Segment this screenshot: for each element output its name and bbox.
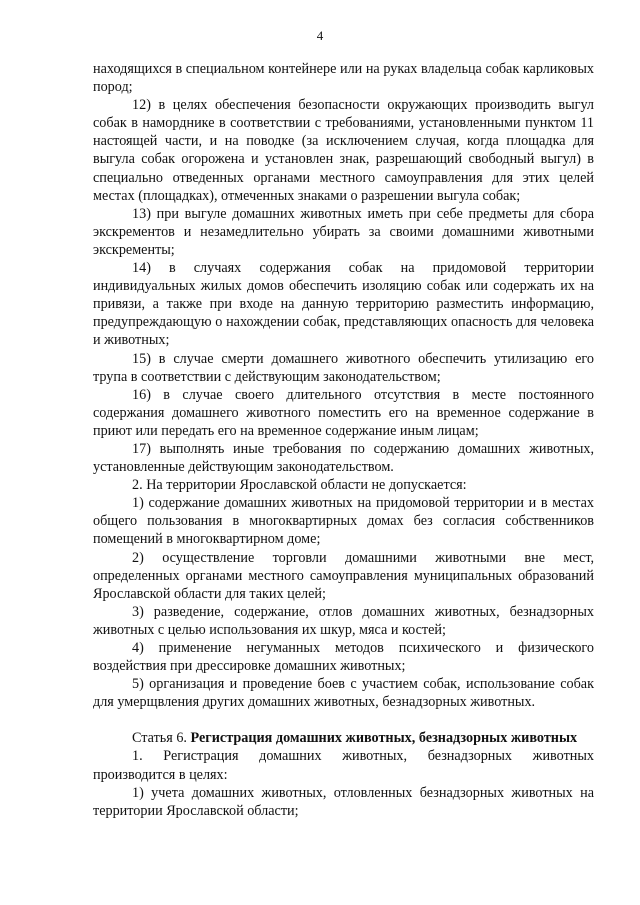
article-paragraph-1: 1. Регистрация домашних животных, безнадзорных животных производится в целях: — [93, 748, 594, 783]
prohibition-item-1: 1) содержание домашних животных на придомовой территории и в местах общего пользования в многоквартирных домах без согласия собственников помещений в многоквартирном доме; — [93, 495, 594, 548]
prohibition-item-2: 2) осуществление торговли домашними животными вне мест, определенных органами местного самоуправления муниципальных образований Ярославской области для таких целей; — [93, 549, 594, 602]
prohibition-item-5: 5) организация и проведение боев с участием собак, использование собак для умерщвления других домашних животных, безнадзорных животных. — [93, 676, 594, 711]
article-heading — [93, 729, 594, 747]
article-title: Регистрация домашних животных, безнадзорных животных — [190, 730, 578, 747]
list-item-16: 16) в случае своего длительного отсутствия в месте постоянного содержания домашнего животного поместить его на временное содержание в приют или передать его на временное содержание иным лицам; — [93, 386, 594, 439]
list-item-13: 13) при выгуле домашних животных иметь при себе предметы для сбора экскрементов и незамедлительно убирать за своими домашними животными экскременты; — [93, 205, 594, 258]
prohibition-item-4: 4) применение негуманных методов психического и физического воздействия при дрессировке домашних животных; — [93, 640, 594, 675]
article-list-item-1: 1) учета домашних животных, отловленных безнадзорных животных на территории Ярославской области; — [93, 784, 594, 819]
list-item-17: 17) выполнять иные требования по содержанию домашних животных, установленные действующим законодательством. — [93, 440, 594, 476]
document-body — [93, 60, 594, 820]
list-item-12: 12) в целях обеспечения безопасности окружающих производить выгул собак в наморднике в соответствии с требованиями, установленными пунктом 11 настоящей части, и на поводке (за исключением случая, когда площадка для выгула собак огорожена и установлен знак, разрешающий свободный выгул) в специально отведенных органами местного самоуправления для этих целей местах (площадках), отмеченных знаками о разрешении выгула собак; — [93, 97, 594, 204]
section-gap — [93, 711, 594, 729]
article-prefix: Статья 6. — [132, 730, 191, 747]
page-number: 4 — [316, 28, 324, 43]
section-2-heading: 2. На территории Ярославской области не допускается: — [132, 477, 467, 494]
prohibition-item-3: 3) разведение, содержание, отлов домашних животных, безнадзорных животных с целью использования их шкур, мяса и костей; — [93, 603, 594, 638]
list-item-14: 14) в случаях содержания собак на придомовой территории индивидуальных жилых домов обеспечить изоляцию собак или содержать их на привязи, а также при входе на данную территорию разместить информацию, предупреждающую о нахождении собак, представляющих опасность для человека и животных; — [93, 260, 594, 349]
paragraph-continuation: находящихся в специальном контейнере или на руках владельца собак карликовых пород; — [93, 61, 594, 96]
list-item-15: 15) в случае смерти домашнего животного обеспечить утилизацию его трупа в соответствии с действующим законодательством; — [93, 350, 594, 385]
